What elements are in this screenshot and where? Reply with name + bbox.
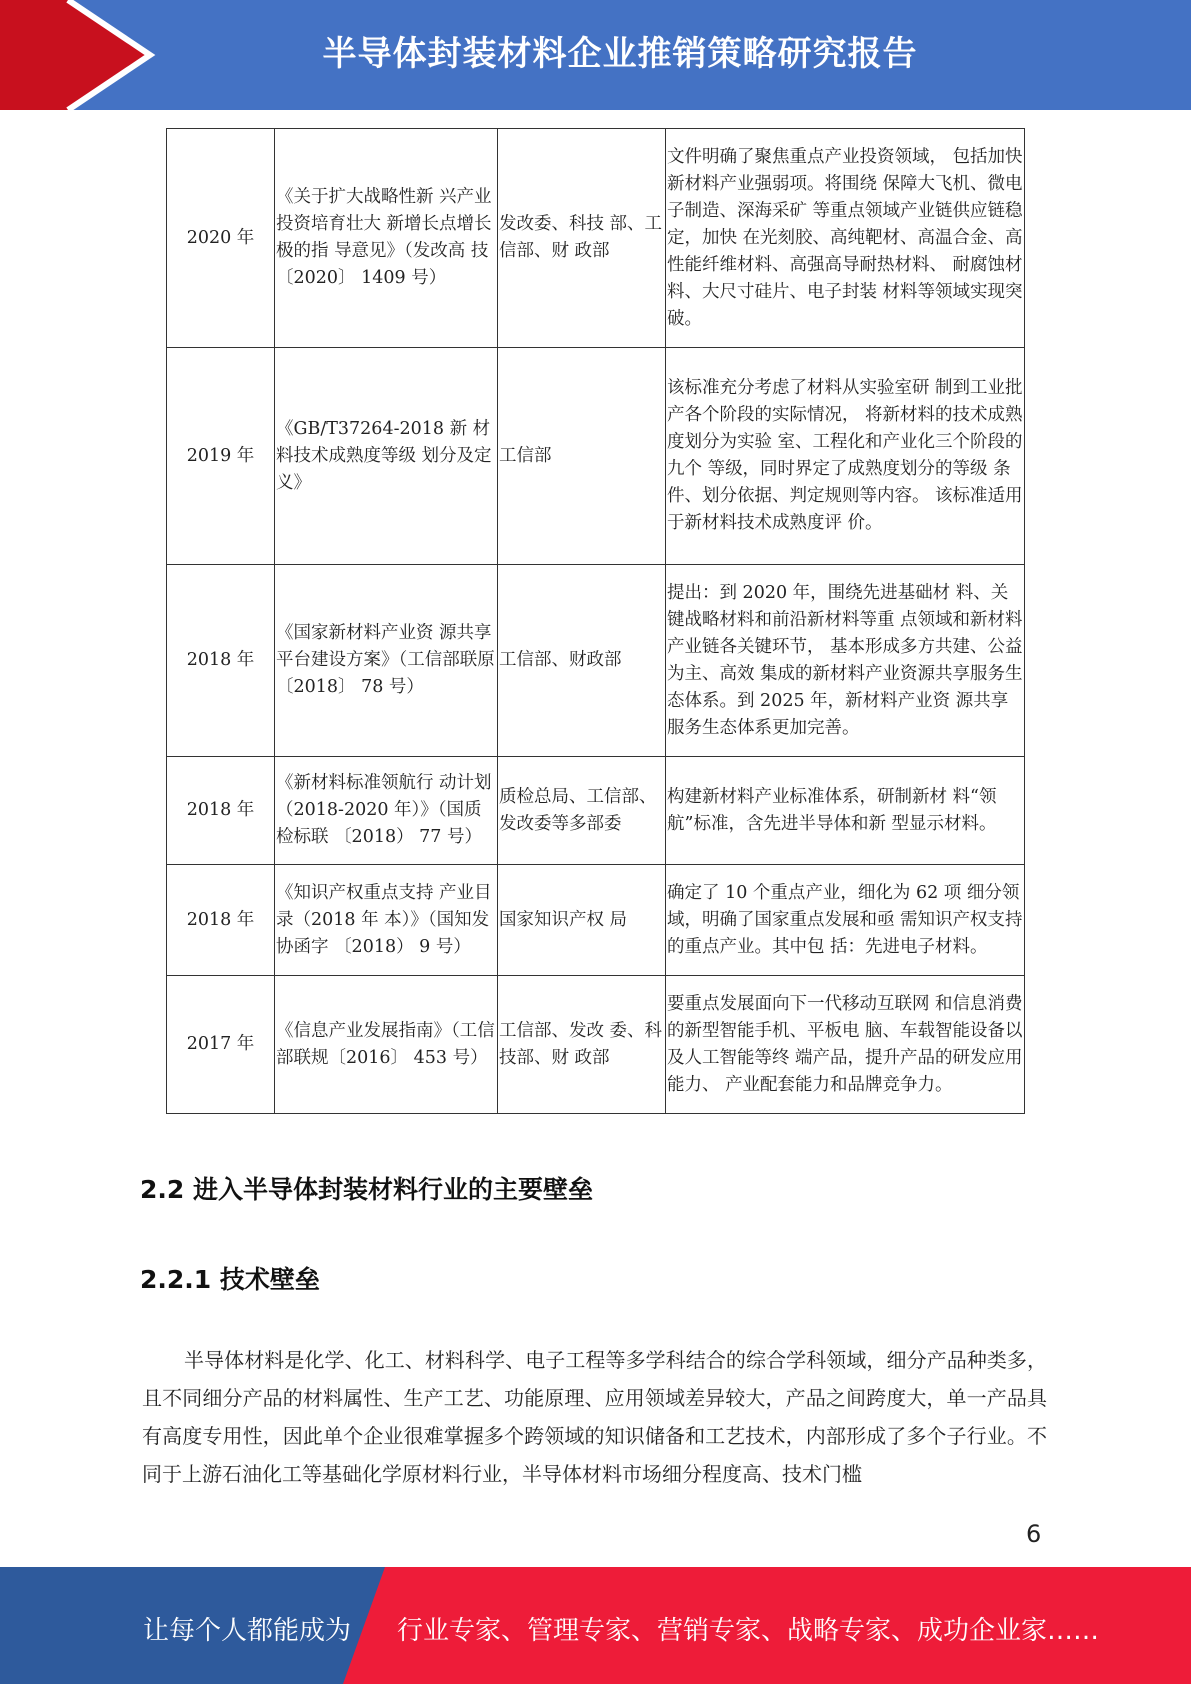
table-row [167, 348, 1025, 565]
policy-name-cell: 《国家新材料产业资 源共享平台建设方案》（工信部联原〔2018〕 78 号） [275, 565, 498, 757]
section-heading: 2.2 进入半导体封装材料行业的主要壁垒 [140, 1175, 593, 1204]
department-cell: 发改委、科技 部、工信部、财 政部 [498, 129, 666, 348]
table-row [167, 565, 1025, 757]
content-cell: 该标准充分考虑了材料从实验室研 制到工业批产各个阶段的实际情况， 将新材料的技术成熟度划分为实验 室、工程化和产业化三个阶段的九个 等级，同时界定了成熟度划分的等级 条件、划分依据、判定规则等内容。 该标准适用于新材料技术成熟度评 价。 [666, 348, 1025, 565]
content-cell: 要重点发展面向下一代移动互联网 和信息消费的新型智能手机、平板电 脑、车载智能设备以及人工智能等终 端产品，提升产品的研发应用能力、 产业配套能力和品牌竞争力。 [666, 976, 1025, 1114]
department-cell: 工信部、财政部 [498, 565, 666, 757]
table-row [167, 129, 1025, 348]
year-cell: 2018 年 [167, 865, 275, 976]
table-row [167, 976, 1025, 1114]
year-cell: 2017 年 [167, 976, 275, 1114]
table-row [167, 757, 1025, 865]
department-cell: 工信部、发改 委、科技部、财 政部 [498, 976, 666, 1114]
policy-table [166, 128, 1025, 1114]
body-paragraph: 半导体材料是化学、化工、材料科学、电子工程等多学科结合的综合学科领域，细分产品种类多，且不同细分产品的材料属性、生产工艺、功能原理、应用领域差异较大，产品之间跨度大，单一产品具有高度专用性，因此单个企业很难掌握多个跨领域的知识储备和工艺技术，内部形成了多个子行业。不同于上游石油化工等基础化学原材料行业，半导体材料市场细分程度高、技术门槛 [142, 1348, 1047, 1486]
policy-name-cell: 《关于扩大战略性新 兴产业投资培育壮大 新增长点增长极的指 导意见》（发改高 技〔2020〕 1409 号） [275, 129, 498, 348]
department-cell: 质检总局、工信部、发改委等多部委 [498, 757, 666, 865]
year-cell: 2019 年 [167, 348, 275, 565]
footer-slogan-right: 行业专家、管理专家、营销专家、战略专家、成功企业家…… [397, 1616, 1100, 1646]
table-row [167, 865, 1025, 976]
department-cell: 国家知识产权 局 [498, 865, 666, 976]
content-cell: 文件明确了聚焦重点产业投资领域， 包括加快新材料产业强弱项。将围绕 保障大飞机、微电子制造、深海采矿 等重点领域产业链供应链稳定，加快 在光刻胶、高纯靶材、高温合金、高 性能纤维材料、高强高导耐热材料、 耐腐蚀材料、大尺寸硅片、电子封装 材料等领域实现突破。 [666, 129, 1025, 348]
footer-slogan-left: 让每个人都能成为 [143, 1616, 352, 1646]
content-cell: 提出：到 2020 年，围绕先进基础材 料、关键战略材料和前沿新材料等重 点领域和新材料产业链各关键环节， 基本形成多方共建、公益为主、高效 集成的新材料产业资源共享服务生 态体系。到 2025 年，新材料产业资 源共享服务生态体系更加完善。 [666, 565, 1025, 757]
page-number: 6 [1026, 1520, 1042, 1548]
policy-name-cell: 《GB/T37264-2018 新 材料技术成熟度等级 划分及定义》 [275, 348, 498, 565]
year-cell: 2018 年 [167, 757, 275, 865]
page-header [0, 0, 1191, 110]
policy-name-cell: 《新材料标准领航行 动计划 （2018-2020 年）》（国质检标联 〔2018） 77 号） [275, 757, 498, 865]
subsection-heading: 2.2.1 技术壁垒 [140, 1265, 320, 1294]
report-title: 半导体封装材料企业推销策略研究报告 [322, 34, 918, 74]
department-cell: 工信部 [498, 348, 666, 565]
year-cell: 2020 年 [167, 129, 275, 348]
policy-name-cell: 《知识产权重点支持 产业目录（2018 年 本）》（国知发协函字 〔2018） 9 号） [275, 865, 498, 976]
page-footer [0, 1567, 1191, 1684]
content-cell: 构建新材料产业标准体系，研制新材 料“领航”标准，含先进半导体和新 型显示材料。 [666, 757, 1025, 865]
content-cell: 确定了 10 个重点产业，细化为 62 项 细分领域，明确了国家重点发展和亟 需知识产权支持的重点产业。其中包 括：先进电子材料。 [666, 865, 1025, 976]
policy-name-cell: 《信息产业发展指南》（工信部联规〔2016〕 453 号） [275, 976, 498, 1114]
year-cell: 2018 年 [167, 565, 275, 757]
